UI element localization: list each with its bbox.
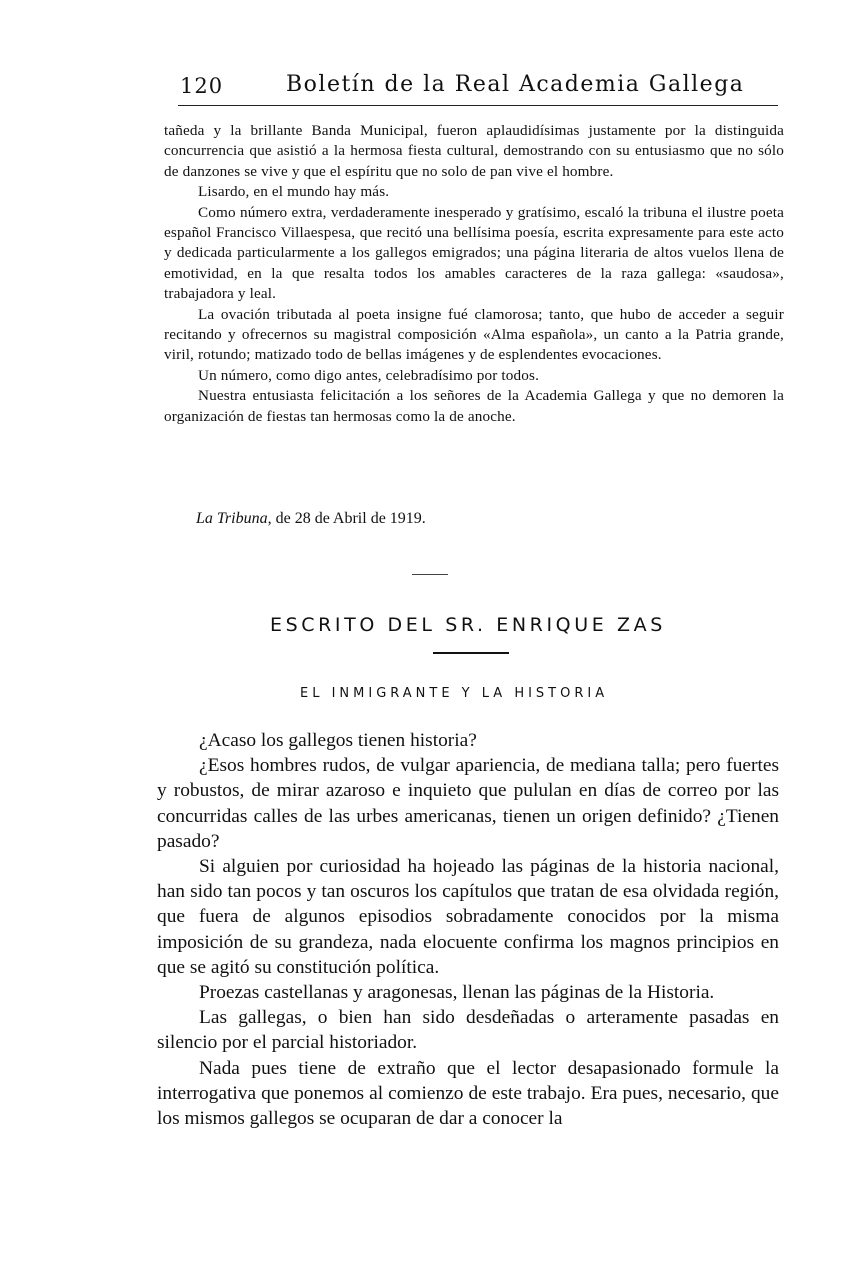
article-end-text: [164, 121, 784, 427]
paragraph: Proezas castellanas y aragonesas, llenan las páginas de la Historia.: [199, 982, 715, 1004]
source-publication: La Tribuna,: [196, 510, 272, 527]
paragraph: Lisardo, en el mundo hay más.: [198, 183, 390, 201]
header-rule: [178, 105, 778, 106]
running-head: Boletín de la Real Academia Gallega: [286, 72, 745, 97]
paragraph: Si alguien por curiosidad ha hojeado las páginas de la historia nacional, han sido tan pocos y tan oscuros los capítulos que tratan de esa olvidada región, que fuera de algunos episodios sobradamente conocidos por la misma imposición de su grandeza, nada elocuente confirma los magnos principios en que se agitó su constitución política.: [157, 856, 779, 978]
paragraph: Nuestra entusiasta felicitación a los señores de la Academia Gallega y que no demoren la organización de fiestas tan hermosas como la de anoche.: [164, 387, 784, 425]
paragraph: Un número, como digo antes, celebradísimo por todos.: [198, 366, 540, 384]
main-body-text: [157, 728, 779, 1131]
section-divider: [412, 574, 448, 575]
paragraph: Las gallegas, o bien han sido desdeñadas o arteramente pasadas en silencio por el parcial historiador.: [157, 1007, 779, 1054]
paragraph: ¿Esos hombres rudos, de vulgar apariencia, de mediana talla; pero fuertes y robustos, de mirar azaroso e inquieto que pululan en días de correo por las concurridas calles de las urbes americanas, tienen un origen definido? ¿Tienen pasado?: [157, 755, 779, 852]
paragraph: tañeda y la brillante Banda Municipal, fueron aplaudidísimas justamente por la distinguida concurrencia que asistió a la hermosa fiesta cultural, demostrando con su entusiasmo que no sólo de danzones se vive y que el espíritu que no solo de pan vive el hombre.: [164, 122, 784, 180]
title-underline: [433, 652, 509, 654]
source-citation: [196, 510, 426, 528]
subsection-title: EL INMIGRANTE Y LA HISTORIA: [300, 686, 609, 701]
paragraph: ¿Acaso los gallegos tienen historia?: [199, 730, 477, 751]
page-number: 120: [180, 74, 224, 98]
source-date: de 28 de Abril de 1919.: [275, 510, 426, 527]
section-title: ESCRITO DEL SR. ENRIQUE ZAS: [270, 614, 666, 636]
paragraph: Nada pues tiene de extraño que el lector desapasionado formule la interrogativa que ponemos al comienzo de este trabajo. Era pues, necesario, que los mismos gallegos se ocuparan de dar a conocer la: [157, 1057, 779, 1130]
paragraph: La ovación tributada al poeta insigne fué clamorosa; tanto, que hubo de acceder a seguir recitando y ofrecernos su magistral composición «Alma española», un canto a la Patria grande, viril, rotundo; matizado todo de bellas imágenes y de esplendentes evocaciones.: [164, 305, 784, 364]
paragraph: Como número extra, verdaderamente inesperado y gratísimo, escaló la tribuna el ilustre poeta español Francisco Villaespesa, que recitó una bellísima poesía, escrita expresamente para este acto y dedicada particularmente a los gallegos emigrados; una página literaria de altos vuelos llena de emotividad, en la que resalta todos los amables caracteres de la raza gallega: «saudosa», trabajadora y leal.: [164, 203, 784, 303]
